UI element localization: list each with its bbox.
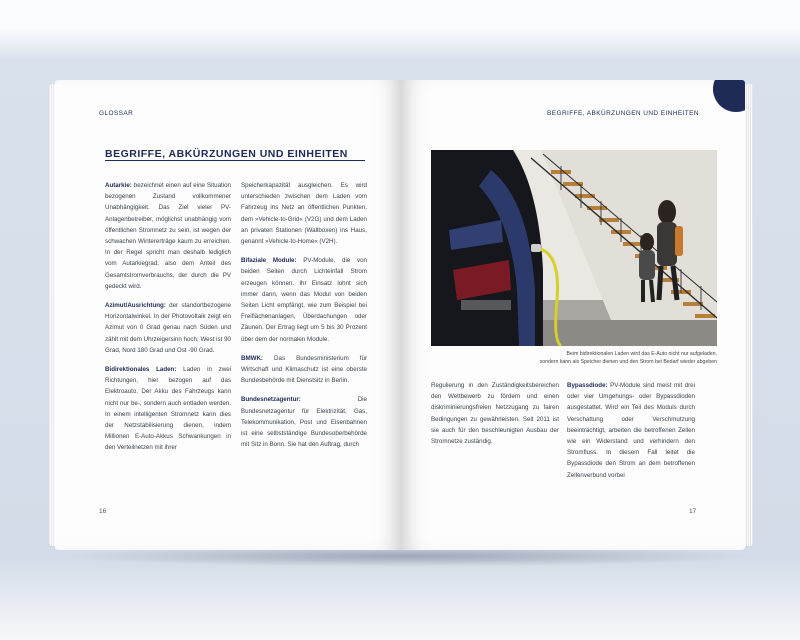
glossary-entry: Azimut/Ausrichtung: der standortbezogene Horizontalwinkel. In der Photovoltaik zeigt ein Azimut von 0 Grad genau nach Süden und zählt mit dem Uhrzeigersinn hoch: West ist 90 Grad, Nord 180 Grad und Ost -90 Grad. (105, 302, 231, 354)
glossary-entry: Bifaziale Module: PV-Module, die von beiden Seiten durch Lichteinfall Strom erzeugen können. Ihr Einsatz lohnt sich immer dann, wenn das Modul von beiden Seiten Licht empfängt, wie zum Beispiel bei Freiflächenanlagen, Überdachungen oder Zäunen. Der Ertrag liegt um 5 bis 30 Prozent über dem der normalen Module. (241, 257, 367, 343)
left-column-2 (241, 180, 367, 458)
page-number-right: 17 (689, 508, 697, 515)
left-column-1 (105, 180, 231, 462)
glossary-entry: Bidirektionales Laden: Laden in zwei Richtungen, hier bezogen auf das Elektroauto. Der Akku des Fahrzeugs kann nicht nur be-, sondern auch entladen werden. In einem intelligenten Stromnetz kann dies der Netzstabilisierung dienen, indem Millionen E-Auto-Akkus Schwankungen in den Verteilnetzen mit ihrer (105, 366, 232, 452)
glossary-entry: Speicherkapazität ausgleichen. Es wird unterschieden zwischen dem Laden vom Fahrzeug ins Netz an öffentlichen Punkten, dem »Vehicle-to-Grid« (V2G) und dem Laden an privaten Stationen (Wallboxen) ins Haus, genannt »Vehicle-to-Home« (V2H). (241, 182, 367, 246)
glossary-entry: Regulierung in den Zuständigkeitsbereichen den Wettbewerb zu fördern und einen diskriminierungsfreien Netzzugang zu fairen Bedingungen zu gewährleisten. Seit 2011 ist sie auch für den beschleunigten Ausbau der Stromnetze zuständig. (431, 382, 559, 446)
left-page (55, 80, 401, 550)
glossary-entry: Bundesnetzagentur: Die Bundesnetzagentur für Elektrizität, Gas, Telekommunikation, Post und Eisenbahnen ist eine selbstständige Bundesoberbehörde mit Sitz in Bonn. Sie hat den Auftrag, durch (241, 396, 367, 449)
right-column-2 (567, 380, 695, 489)
right-page (401, 80, 745, 550)
glossary-entry: Autarkie: bezeichnet einen auf eine Situation bezogenen Zustand vollkommener Unabhängigkeit. Das Ziel vieler PV-Anlagenbetreiber, möglichst unabhängig vom öffentlichen Stromnetz zu sein, ist wegen der schwachen Wintererträge kaum zu erreichen. In der Regel spricht man deshalb lediglich vom Autarkiegrad, also dem Anteil des Gesamtstromverbrauchs, der durch die PV gedeckt wird. (105, 182, 231, 290)
page-number-left: 16 (99, 508, 107, 515)
open-book (55, 80, 745, 550)
page-heading: BEGRIFFE, ABKÜRZUNGEN UND EINHEITEN (105, 148, 348, 160)
photo-illustration (431, 150, 717, 346)
photo-caption: Beim bidirektionalen Laden wird das E-Auto nicht nur aufgeladen, sondern kann als Speicher dienen und den Strom bei Bedarf wieder abgeben (539, 351, 717, 365)
heading-rule (105, 160, 365, 161)
right-column-1 (431, 380, 559, 455)
glossary-entry: Bypassdiode: PV-Module sind meist mit drei oder vier Umgehungs- oder Bypassdioden ausgestattet. Wird ein Teil des Moduls durch Verschattung oder Verschmutzung beeinträchtigt, arbeiten die betroffenen Zellen wie ein Widerstand und verhindern den Stromfluss. In diesem Fall leitet die Bypassdiode den Strom an dem betroffenen Zellenverbund vorbei (567, 382, 695, 479)
corner-decoration (713, 80, 745, 112)
photo-ev-charging (431, 150, 717, 346)
glossary-entry: BMWK: Das Bundesministerium für Wirtschaft und Klimaschutz ist eine oberste Bundesbehörde mit Dienstsitz in Berlin. (241, 354, 367, 385)
running-head-right: BEGRIFFE, ABKÜRZUNGEN UND EINHEITEN (547, 110, 699, 117)
running-head-left: GLOSSAR (99, 110, 134, 117)
